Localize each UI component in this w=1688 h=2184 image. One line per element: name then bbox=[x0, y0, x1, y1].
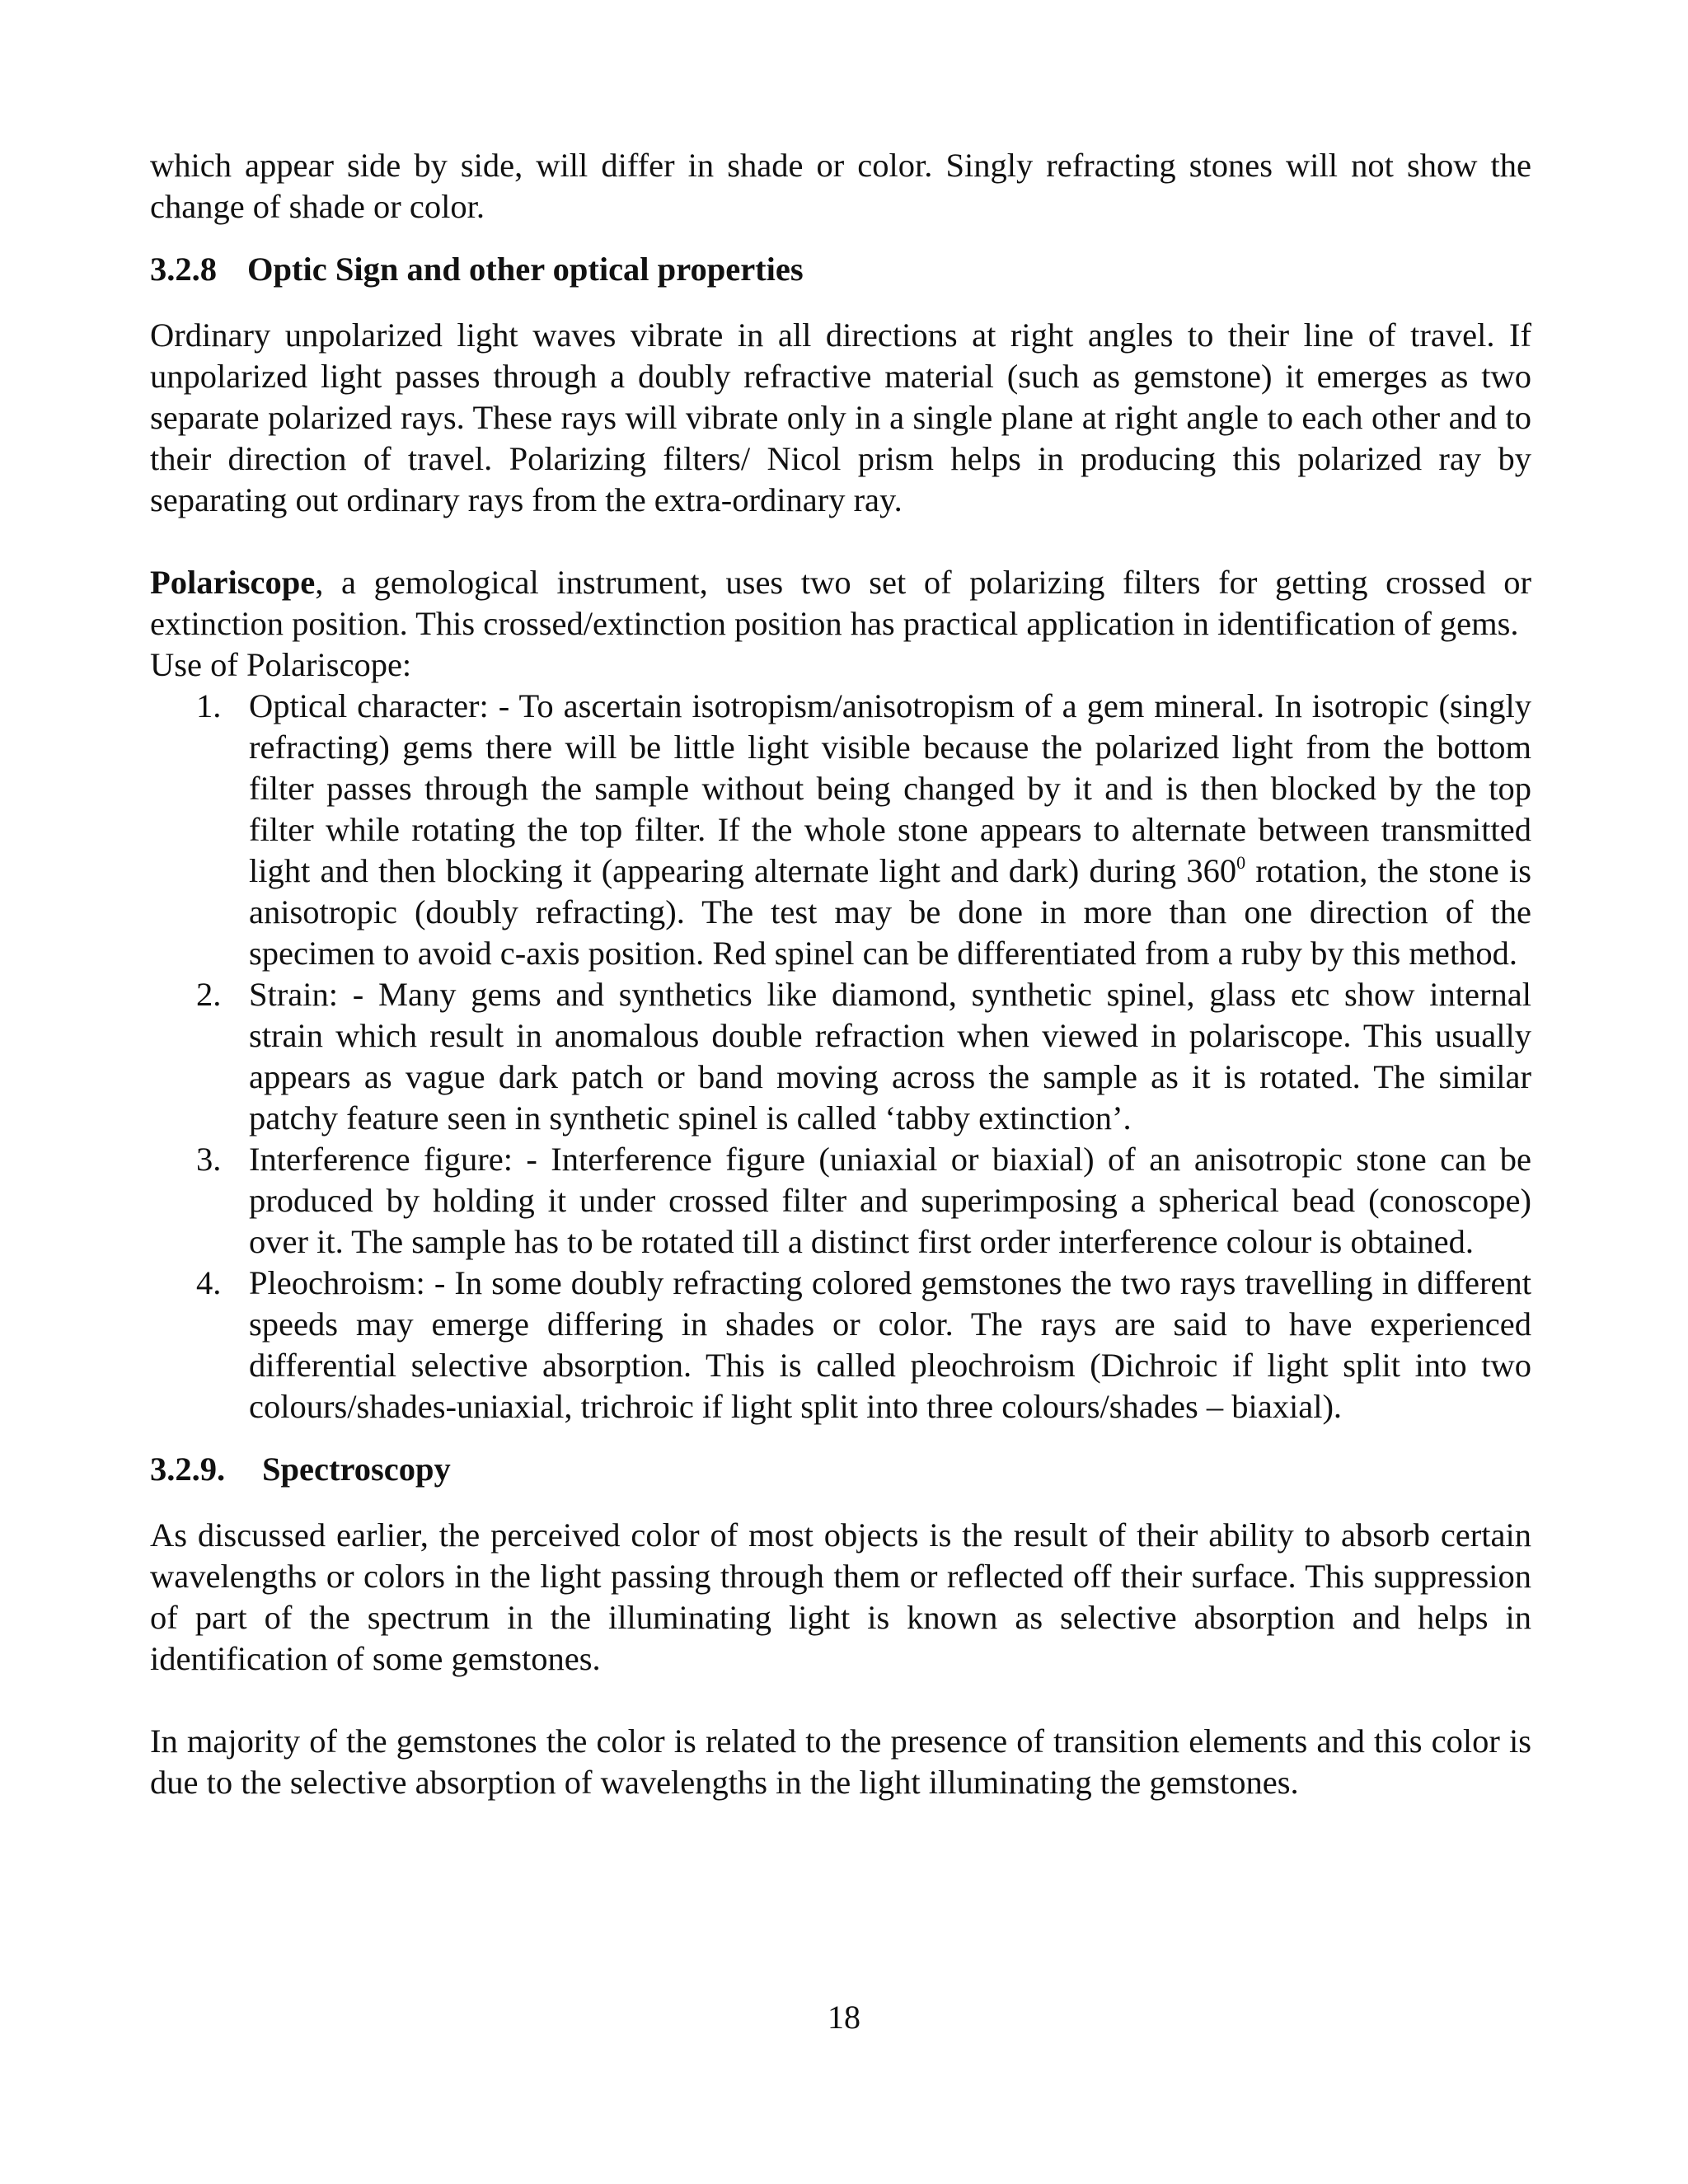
continued-paragraph: which appear side by side, will differ in shade or color. Singly refracting stones will not show the change of shade or color. bbox=[150, 147, 1531, 225]
document-page bbox=[150, 145, 1531, 1803]
list-item-number: 2. bbox=[196, 976, 222, 1013]
section-heading-3-2-8 bbox=[150, 249, 1531, 290]
section-title: Optic Sign and other optical properties bbox=[247, 251, 804, 288]
optic-sign-paragraph: Ordinary unpolarized light waves vibrate in all directions at right angles to their line of travel. If unpolarized light passes through a doubly refractive material (such as gemstone) it emerges as two separate polarized rays. These rays will vibrate only in a single plane at right angle to each other and to their direction of travel. Polarizing filters/ Nicol prism helps in producing this polarized ray by separating out ordinary rays from the extra-ordinary ray. bbox=[150, 316, 1531, 518]
list-item-text: Optical character: - To ascertain isotropism/anisotropism of a gem mineral. In isotropic (singly refracting) gems there will be little light visible because the polarized light from the bottom filter passes through the sample without being changed by it and is then blocked by the top filter while rotating the top filter. If the whole stone appears to alternate between transmitted light and then blocking it (appearing alternate light and dark) during 360 bbox=[249, 687, 1531, 889]
list-item-text: Pleochroism: - In some doubly refracting colored gemstones the two rays travelling in different speeds may emerge differing in shades or color. The rays are said to have experienced differential selective absorption. This is called pleochroism (Dichroic if light split into two colours/shades-uniaxial, trichroic if light split into three colours/shades – biaxial). bbox=[249, 1264, 1531, 1425]
list-item-number: 4. bbox=[196, 1264, 222, 1301]
section-number: 3.2.9. bbox=[150, 1451, 226, 1488]
list-item bbox=[150, 974, 1531, 1139]
polariscope-use-heading: Use of Polariscope: bbox=[150, 646, 412, 683]
list-item-number: 1. bbox=[196, 687, 222, 724]
list-item bbox=[150, 1139, 1531, 1263]
spectroscopy-paragraph-1: As discussed earlier, the perceived color of most objects is the result of their ability to absorb certain wavelengths or colors in the light passing through them or reflected off their surface. This suppression of part of the spectrum in the illuminating light is known as selective absorption and helps in identification of some gemstones. bbox=[150, 1516, 1531, 1677]
polariscope-text: , a gemological instrument, uses two set of polarizing filters for getting crossed or extinction position. This crossed/extinction position has practical application in identification of gems. bbox=[150, 564, 1531, 642]
degree-superscript: 0 bbox=[1236, 852, 1246, 873]
polariscope-paragraph bbox=[150, 562, 1531, 644]
polariscope-term: Polariscope bbox=[150, 564, 316, 601]
section-title: Spectroscopy bbox=[262, 1451, 451, 1488]
list-item-number: 3. bbox=[196, 1141, 222, 1178]
polariscope-use-list bbox=[150, 686, 1531, 1427]
spectroscopy-paragraph-2: In majority of the gemstones the color is related to the presence of transition elements and this color is due to the selective absorption of wavelengths in the light illuminating the gemstones. bbox=[150, 1722, 1531, 1801]
list-item-text-cont: rotation, the stone is anisotropic (doubly refracting). The test may be done in more than one direction of the specimen to avoid c-axis position. Red spinel can be differentiated from a ruby by this method. bbox=[249, 852, 1531, 972]
list-item-text: Strain: - Many gems and synthetics like diamond, synthetic spinel, glass etc show internal strain which result in anomalous double refraction when viewed in polariscope. This usually appears as vague dark patch or band moving across the sample as it is rotated. The similar patchy feature seen in synthetic spinel is called ‘tabby extinction’. bbox=[249, 976, 1531, 1137]
section-number: 3.2.8 bbox=[150, 251, 217, 288]
page-number: 18 bbox=[828, 1999, 860, 2036]
list-item-text: Interference figure: - Interference figure (uniaxial or biaxial) of an anisotropic stone can be produced by holding it under crossed filter and superimposing a spherical bead (conoscope) over it. The sample has to be rotated till a distinct first order interference colour is obtained. bbox=[249, 1141, 1531, 1260]
list-item bbox=[150, 686, 1531, 974]
list-item bbox=[150, 1263, 1531, 1427]
section-heading-3-2-9 bbox=[150, 1449, 1531, 1490]
